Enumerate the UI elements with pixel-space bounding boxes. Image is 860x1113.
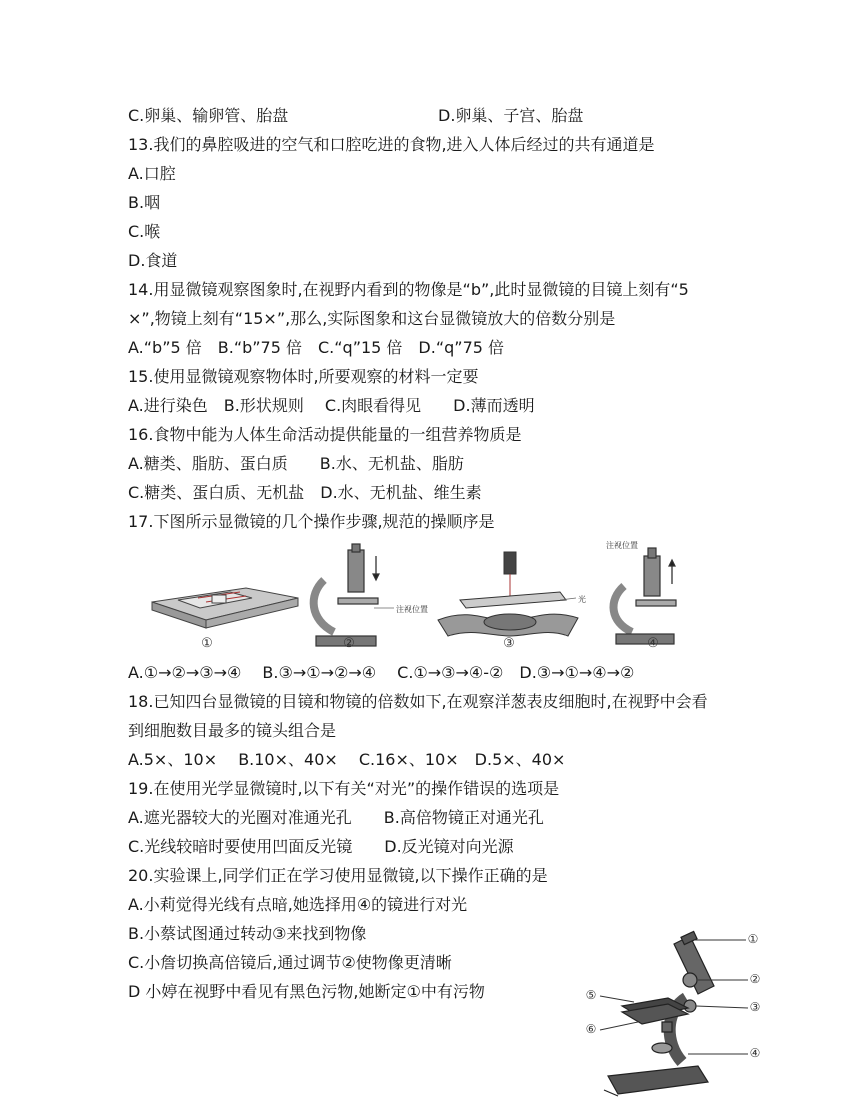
q14-stem-1: 14.用显微镜观察图象时,在视野内看到的物像是“b”,此时显微镜的目镜上刻有“5 <box>128 280 689 299</box>
q13-option-c: C.喉 <box>128 222 161 241</box>
q14-stem-2: ×”,物镜上刻有“15×”,那么,实际图象和这台显微镜放大的倍数分别是 <box>128 309 616 328</box>
q17-figure-svg <box>148 540 708 655</box>
label-2: ② <box>749 972 761 986</box>
label-4: ④ <box>749 1046 761 1060</box>
q20-stem: 20.实验课上,同学们正在学习使用显微镜,以下操作正确的是 <box>128 866 548 885</box>
q17-figure <box>148 540 708 655</box>
q17-options: A.①→②→③→④ B.③→①→②→④ C.①→③→④-② D.③→①→④→② <box>128 663 635 682</box>
q19-options-ab: A.遮光器较大的光圈对准通光孔 B.高倍物镜正对通光孔 <box>128 808 544 827</box>
q16-options-ab: A.糖类、脂肪、蛋白质 B.水、无机盐、脂肪 <box>128 454 464 473</box>
label-5: ⑤ <box>585 988 597 1002</box>
q20-option-c: C.小詹切换高倍镜后,通过调节②使物像更清晰 <box>128 953 452 972</box>
q13-option-a: A.口腔 <box>128 164 176 183</box>
q20-option-a: A.小莉觉得光线有点暗,她选择用④的镜进行对光 <box>128 895 468 914</box>
step1-slide-icon <box>152 588 298 628</box>
step4-caption: ④ <box>647 636 659 651</box>
q18-stem-1: 18.已知四台显微镜的目镜和物镜的倍数如下,在观察洋葱表皮细胞时,在视野中会看 <box>128 692 708 711</box>
q17-stem: 17.下图所示显微镜的几个操作步骤,规范的操顺序是 <box>128 512 495 531</box>
q20-option-b: B.小蔡试图通过转动③来找到物像 <box>128 924 367 943</box>
label-6: ⑥ <box>585 1022 597 1036</box>
q16-options-cd: C.糖类、蛋白质、无机盐 D.水、无机盐、维生素 <box>128 483 482 502</box>
q13-option-b: B.咽 <box>128 193 161 212</box>
q20-option-d: D 小婷在视野中看见有黑色污物,她断定①中有污物 <box>128 982 485 1001</box>
q15-stem: 15.使用显微镜观察物体时,所要观察的材料一定要 <box>128 367 479 386</box>
step4-watch-label: 注视位置 <box>606 541 638 550</box>
step2-caption: ② <box>343 636 355 651</box>
microscope-diagram-icon <box>578 930 778 1100</box>
label-1: ① <box>747 932 759 946</box>
q14-options: A.“b”5 倍 B.“b”75 倍 C.“q”15 倍 D.“q”75 倍 <box>128 338 505 357</box>
q13-option-d: D.食道 <box>128 251 178 270</box>
label-3: ③ <box>749 1000 761 1014</box>
q12-option-c: C.卵巢、输卵管、胎盘 <box>128 106 289 125</box>
q20-microscope-figure <box>578 930 778 1100</box>
step1-caption: ① <box>201 636 213 651</box>
q19-stem: 19.在使用光学显微镜时,以下有关“对光”的操作错误的选项是 <box>128 779 560 798</box>
step3-caption: ③ <box>503 636 515 651</box>
step4-microscope-icon <box>614 548 676 644</box>
step2-watch-label: 注视位置 <box>396 605 428 614</box>
step2-microscope-icon <box>314 544 394 646</box>
q12-option-d: D.卵巢、子宫、胎盘 <box>438 106 584 125</box>
q18-options: A.5×、10× B.10×、40× C.16×、10× D.5×、40× <box>128 750 566 769</box>
q16-stem: 16.食物中能为人体生命活动提供能量的一组营养物质是 <box>128 425 522 444</box>
step3-light-label: 光 <box>578 595 586 604</box>
q15-options: A.进行染色 B.形状规则 C.肉眼看得见 D.薄而透明 <box>128 396 535 415</box>
q13-stem: 13.我们的鼻腔吸进的空气和口腔吃进的食物,进入人体后经过的共有通道是 <box>128 135 655 154</box>
step3-hands-icon <box>438 552 578 636</box>
q19-options-cd: C.光线较暗时要使用凹面反光镜 D.反光镜对向光源 <box>128 837 514 856</box>
q18-stem-2: 到细胞数目最多的镜头组合是 <box>128 721 337 740</box>
